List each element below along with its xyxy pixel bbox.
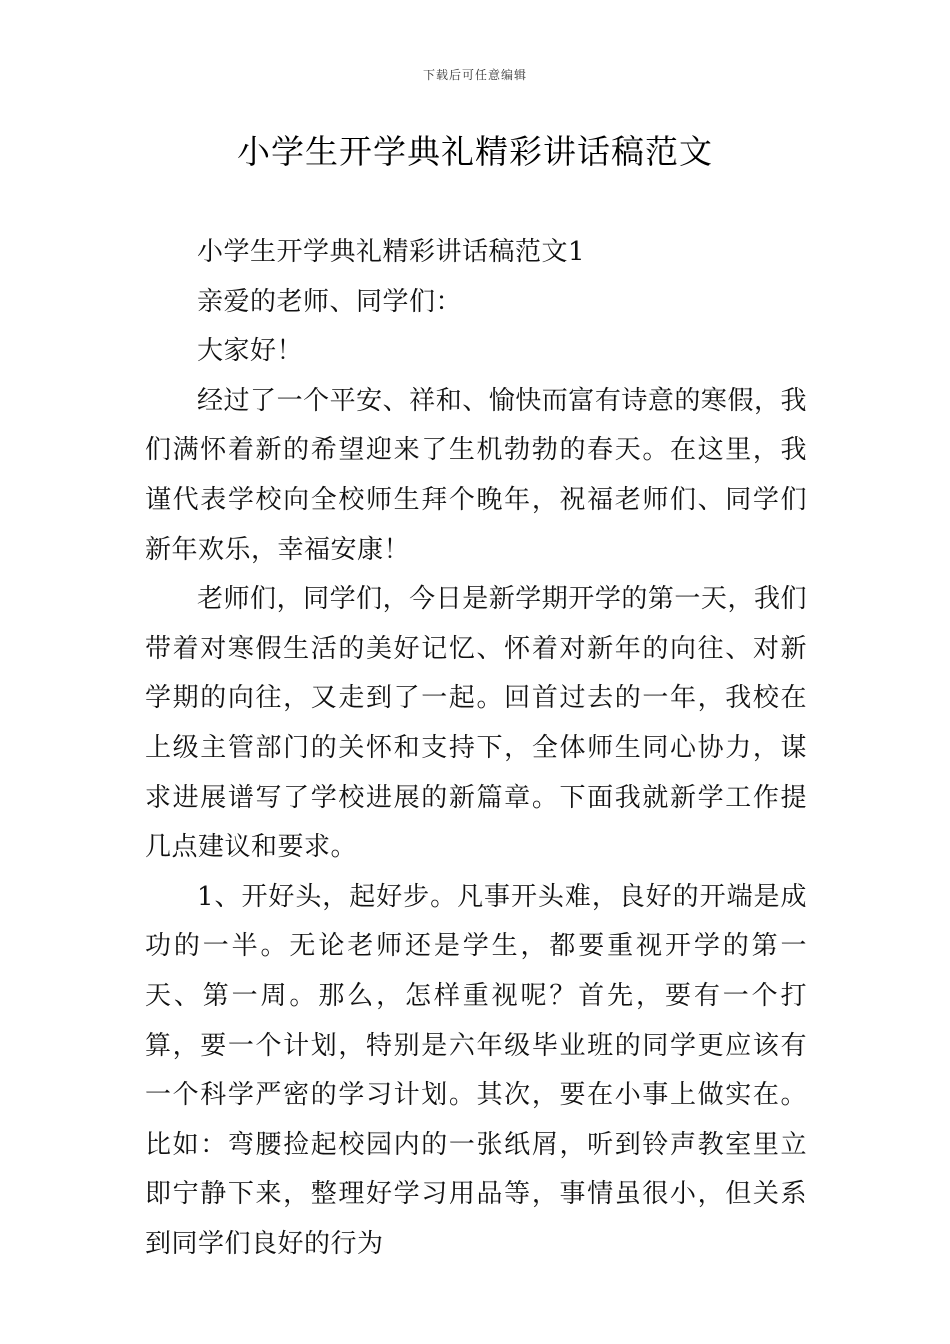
salutation: 亲爱的老师、同学们： — [197, 286, 463, 317]
document-title: 小学生开学典礼精彩讲话稿范文 — [237, 132, 713, 171]
paragraph: 经过了一个平安、祥和、愉快而富有诗意的寒假，我们满怀着新的希望迎来了生机勃勃的春天。在这里，我谨代表学校向全校师生拜个晚年，祝福老师们、同学们新年欢乐，幸福安康！ — [145, 385, 807, 565]
document-body — [145, 228, 807, 1269]
greeting: 大家好！ — [197, 336, 304, 367]
header-note: 下载后可任意编辑 — [422, 68, 527, 82]
paragraph: 老师们，同学们，今日是新学期开学的第一天，我们带着对寒假生活的美好记忆、怀着对新年的向往、对新学期的向往，又走到了一起。回首过去的一年，我校在上级主管部门的关怀和支持下，全体师生同心协力，谋求进展谱写了学校进展的新篇章。下面我就新学工作提几点建议和要求。 — [145, 584, 807, 863]
section-heading: 小学生开学典礼精彩讲话稿范文1 — [197, 237, 586, 267]
paragraph: 1、开好头，起好步。凡事开头难，良好的开端是成功的一半。无论老师还是学生，都要重视开学的第一天、第一周。那么，怎样重视呢？首先，要有一个打算，要一个计划，特别是六年级毕业班的同学更应该有一个科学严密的学习计划。其次，要在小事上做实在。比如：弯腰捡起校园内的一张纸屑，听到铃声教室里立即宁静下来，整理好学习用品等，事情虽很小，但关系到同学们良好的行为 — [145, 881, 807, 1259]
